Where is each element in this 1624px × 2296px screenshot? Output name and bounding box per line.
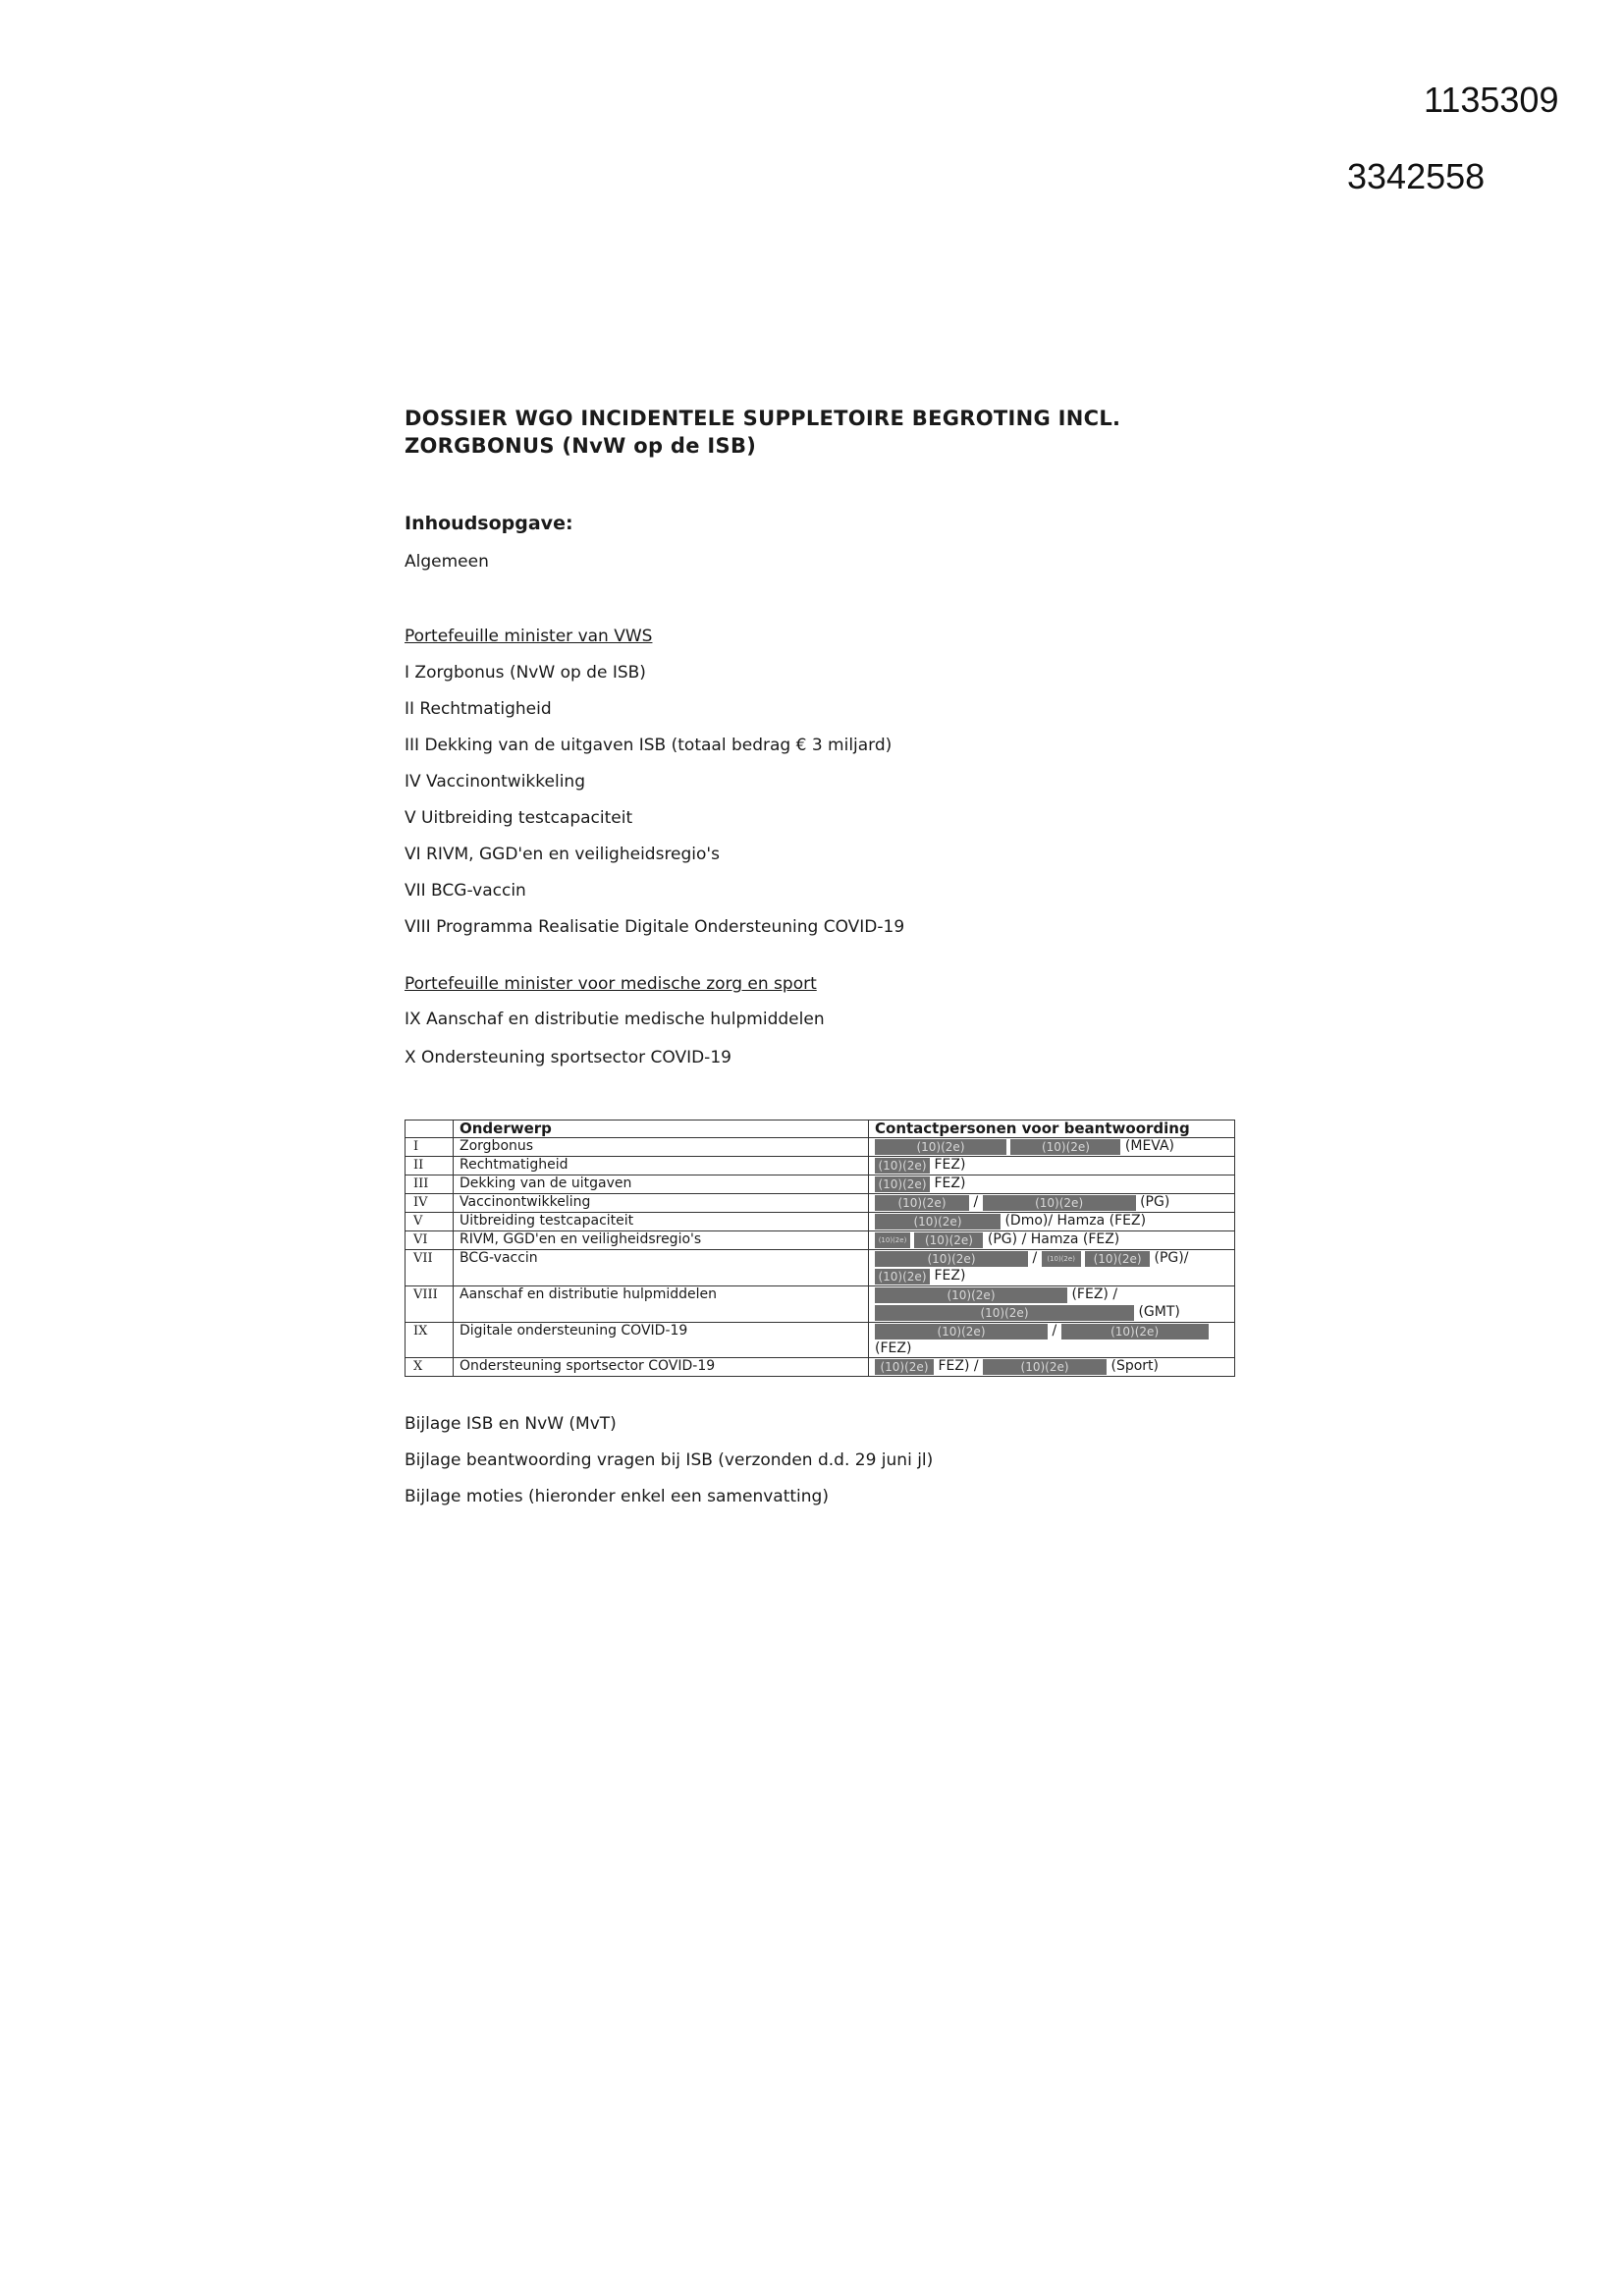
row-subject: Aanschaf en distributie hulpmiddelen — [454, 1286, 869, 1323]
row-contacts — [869, 1213, 1235, 1231]
title-line-1: DOSSIER WGO INCIDENTELE SUPPLETOIRE BEGROTING INCL. — [405, 407, 1121, 430]
row-subject: RIVM, GGD'en en veiligheidsregio's — [454, 1231, 869, 1250]
row-subject: Digitale ondersteuning COVID-19 — [454, 1323, 869, 1358]
document-number: 1135309 — [1424, 80, 1559, 120]
toc-item: III Dekking van de uitgaven ISB (totaal bedrag € 3 miljard) — [405, 736, 893, 755]
appendix-item: Bijlage ISB en NvW (MvT) — [405, 1414, 617, 1434]
row-number: VII — [406, 1250, 454, 1286]
table-header: Onderwerp — [454, 1121, 869, 1138]
row-number: II — [406, 1157, 454, 1175]
toc-portfolio-mzs: Portefeuille minister voor medische zorg en sport — [405, 974, 817, 994]
contact-text: / — [1052, 1323, 1057, 1339]
table-row — [406, 1175, 1235, 1194]
row-contacts — [869, 1358, 1235, 1377]
toc-item: IX Aanschaf en distributie medische hulpmiddelen — [405, 1010, 825, 1029]
row-subject: Vaccinontwikkeling — [454, 1194, 869, 1213]
table-header: Contactpersonen voor beantwoording — [869, 1121, 1235, 1138]
row-contacts — [869, 1175, 1235, 1194]
contact-text: (GMT) — [1138, 1304, 1180, 1320]
redaction-block: (10)(2e) — [875, 1251, 1028, 1267]
redaction-block: (10)(2e) — [1085, 1251, 1150, 1267]
row-contacts — [869, 1157, 1235, 1175]
redaction-block: (10)(2e) — [914, 1232, 983, 1248]
table-header — [406, 1121, 454, 1138]
row-number: V — [406, 1213, 454, 1231]
row-subject: Zorgbonus — [454, 1138, 869, 1157]
row-contacts — [869, 1138, 1235, 1157]
redaction-block: (10)(2e) — [875, 1158, 930, 1174]
contact-text: FEZ) — [934, 1268, 966, 1284]
row-number: VIII — [406, 1286, 454, 1323]
contact-text: FEZ) — [934, 1175, 966, 1191]
contact-text: (PG) / Hamza (FEZ) — [987, 1231, 1120, 1247]
row-number: IX — [406, 1323, 454, 1358]
toc-general: Algemeen — [405, 552, 489, 572]
contact-text: (PG)/ — [1154, 1250, 1189, 1266]
contact-separator: / — [1032, 1250, 1038, 1266]
title-line-2: ZORGBONUS (NvW op de ISB) — [405, 434, 757, 458]
toc-portfolio-vws: Portefeuille minister van VWS — [405, 627, 653, 646]
toc-item: VIII Programma Realisatie Digitale Ondersteuning COVID-19 — [405, 917, 905, 937]
row-subject: Dekking van de uitgaven — [454, 1175, 869, 1194]
redaction-block: (10)(2e) — [983, 1359, 1107, 1375]
table-row — [406, 1358, 1235, 1377]
toc-item: IV Vaccinontwikkeling — [405, 772, 585, 792]
redaction-block: (10)(2e) — [875, 1305, 1134, 1321]
contact-text: (MEVA) — [1124, 1138, 1175, 1154]
row-contacts — [869, 1231, 1235, 1250]
redaction-block: (10)(2e) — [875, 1176, 930, 1192]
row-contacts — [869, 1323, 1235, 1358]
contacts-table — [405, 1120, 1235, 1377]
row-subject: Rechtmatigheid — [454, 1157, 869, 1175]
table-header-row — [406, 1121, 1235, 1138]
row-number: III — [406, 1175, 454, 1194]
redaction-block: (10)(2e) — [875, 1359, 934, 1375]
redaction-block: (10)(2e) — [875, 1269, 930, 1285]
document-number-secondary: 3342558 — [1347, 156, 1486, 196]
contact-text: (FEZ) — [875, 1340, 912, 1356]
table-row — [406, 1250, 1235, 1286]
table-row — [406, 1231, 1235, 1250]
toc-heading: Inhoudsopgave: — [405, 513, 573, 534]
table-row — [406, 1194, 1235, 1213]
redaction-block: (10)(2e) — [1061, 1324, 1209, 1339]
contact-text: FEZ) — [934, 1157, 966, 1173]
contact-text: (FEZ) / — [1071, 1286, 1118, 1302]
redaction-block: (10)(2e) — [875, 1195, 969, 1211]
contact-separator: / — [973, 1194, 979, 1210]
row-contacts — [869, 1194, 1235, 1213]
row-contacts — [869, 1286, 1235, 1323]
toc-item: X Ondersteuning sportsector COVID-19 — [405, 1048, 731, 1067]
toc-item: VI RIVM, GGD'en en veiligheidsregio's — [405, 845, 720, 864]
toc-item: I Zorgbonus (NvW op de ISB) — [405, 663, 646, 683]
redaction-block: (10)(2e) — [1042, 1251, 1081, 1267]
row-subject: Uitbreiding testcapaciteit — [454, 1213, 869, 1231]
row-number: VI — [406, 1231, 454, 1250]
contact-text: (Dmo)/ Hamza (FEZ) — [1004, 1213, 1147, 1229]
row-number: IV — [406, 1194, 454, 1213]
row-contacts — [869, 1250, 1235, 1286]
table-row — [406, 1213, 1235, 1231]
row-number: I — [406, 1138, 454, 1157]
contact-text: FEZ) / — [938, 1358, 979, 1374]
table-row — [406, 1323, 1235, 1358]
row-subject: BCG-vaccin — [454, 1250, 869, 1286]
row-number: X — [406, 1358, 454, 1377]
appendix-item: Bijlage moties (hieronder enkel een samenvatting) — [405, 1487, 829, 1506]
row-subject: Ondersteuning sportsector COVID-19 — [454, 1358, 869, 1377]
toc-item: II Rechtmatigheid — [405, 699, 552, 719]
toc-item: VII BCG-vaccin — [405, 881, 526, 901]
table-row — [406, 1157, 1235, 1175]
redaction-block: (10)(2e) — [983, 1195, 1136, 1211]
contact-text: (Sport) — [1110, 1358, 1159, 1374]
document-title — [405, 405, 1120, 460]
table-row — [406, 1138, 1235, 1157]
redaction-block: (10)(2e) — [875, 1232, 910, 1248]
redaction-block: (10)(2e) — [875, 1324, 1048, 1339]
redaction-block: (10)(2e) — [875, 1214, 1001, 1230]
toc-item: V Uitbreiding testcapaciteit — [405, 808, 633, 828]
contact-text: (PG) — [1140, 1194, 1170, 1210]
appendix-item: Bijlage beantwoording vragen bij ISB (verzonden d.d. 29 juni jl) — [405, 1450, 934, 1470]
redaction-block: (10)(2e) — [875, 1287, 1067, 1303]
redaction-block: (10)(2e) — [1010, 1139, 1120, 1155]
table-row — [406, 1286, 1235, 1323]
redaction-block: (10)(2e) — [875, 1139, 1006, 1155]
